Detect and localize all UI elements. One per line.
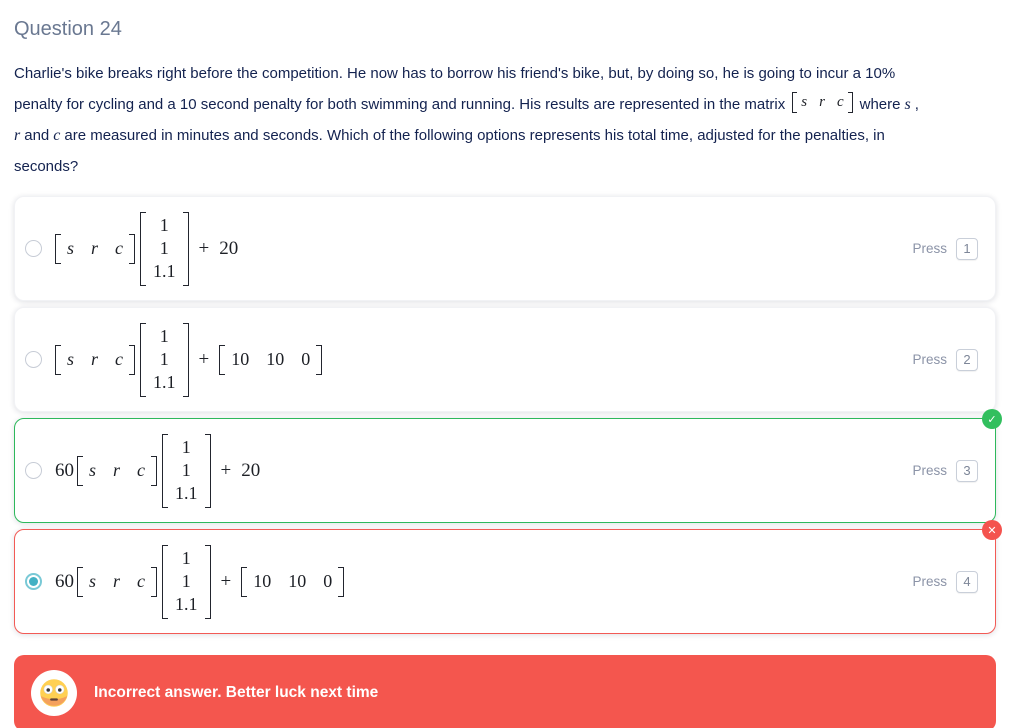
right-bracket xyxy=(183,323,189,397)
inline-row-matrix: s r c xyxy=(792,92,852,113)
option-1[interactable] xyxy=(14,196,996,301)
feedback-banner xyxy=(14,655,996,728)
option-2[interactable] xyxy=(14,307,996,412)
radio-button-4-selected[interactable] xyxy=(25,573,42,590)
plus-sign: + xyxy=(198,348,210,370)
formula-1 xyxy=(55,212,238,286)
question-title: Question 24 xyxy=(14,18,122,40)
right-bracket xyxy=(205,434,211,508)
key-badge: 4 xyxy=(956,571,978,593)
right-bracket xyxy=(205,545,211,619)
question-line-2: penalty for cycling and a 10 second penalty for both swimming and running. His results are represented in the matrix s r c where s , xyxy=(14,94,919,113)
row-matrix: s r c xyxy=(55,345,135,375)
press-hint-4: Press 4 xyxy=(912,571,978,593)
question-line-3: r and c are measured in minutes and seconds. Which of the following options represents his total time, adjusted for the penalties, in xyxy=(14,127,885,144)
row-matrix: s r c xyxy=(55,234,135,264)
right-bracket xyxy=(848,92,853,113)
radio-button-3[interactable] xyxy=(25,462,42,479)
right-bracket xyxy=(151,456,157,486)
key-badge: 1 xyxy=(956,238,978,260)
row-matrix: s r c xyxy=(77,567,157,597)
formula-3 xyxy=(55,434,260,508)
question-text xyxy=(14,58,996,182)
column-matrix: 1 1 1.1 xyxy=(140,212,189,286)
correct-badge-icon: ✓ xyxy=(982,409,1002,429)
feedback-message: Incorrect answer. Better luck next time xyxy=(94,684,379,701)
plus-sign: + xyxy=(220,570,232,592)
column-matrix: 1 1 1.1 xyxy=(162,545,211,619)
scalar-addend: 20 xyxy=(219,237,239,259)
right-bracket xyxy=(151,567,157,597)
right-bracket xyxy=(183,212,189,286)
option-4[interactable] xyxy=(14,523,997,634)
formula-2 xyxy=(55,323,322,397)
flushed-emoji-icon xyxy=(31,670,77,716)
press-hint-3: Press 3 xyxy=(912,460,978,482)
key-badge: 2 xyxy=(956,349,978,371)
press-hint-2: Press 2 xyxy=(912,349,978,371)
plus-sign: + xyxy=(220,459,232,481)
column-matrix: 1 1 1.1 xyxy=(140,323,189,397)
var-s: s xyxy=(904,96,911,113)
press-hint-1: Press 1 xyxy=(912,238,978,260)
right-bracket xyxy=(129,234,135,264)
right-bracket xyxy=(338,567,344,597)
option-3[interactable] xyxy=(14,412,997,523)
addend-row-matrix: 10 10 0 xyxy=(241,567,344,597)
radio-button-1[interactable] xyxy=(25,240,42,257)
key-badge: 3 xyxy=(956,460,978,482)
plus-sign: + xyxy=(198,237,210,259)
incorrect-badge-icon: ✕ xyxy=(982,520,1002,540)
right-bracket xyxy=(316,345,322,375)
right-bracket xyxy=(129,345,135,375)
question-line-4: seconds? xyxy=(14,158,79,175)
formula-4 xyxy=(55,545,344,619)
addend-row-matrix: 10 10 0 xyxy=(219,345,322,375)
scalar-addend: 20 xyxy=(241,459,261,481)
radio-button-2[interactable] xyxy=(25,351,42,368)
question-line-1: Charlie's bike breaks right before the competition. He now has to borrow his friend's bike, but, by doing so, he is going to incur a 10% xyxy=(14,65,896,82)
var-r: r xyxy=(14,127,21,144)
column-matrix: 1 1 1.1 xyxy=(162,434,211,508)
coefficient: 60 xyxy=(55,459,74,481)
var-c: c xyxy=(53,127,61,144)
coefficient: 60 xyxy=(55,570,74,592)
row-matrix: s r c xyxy=(77,456,157,486)
